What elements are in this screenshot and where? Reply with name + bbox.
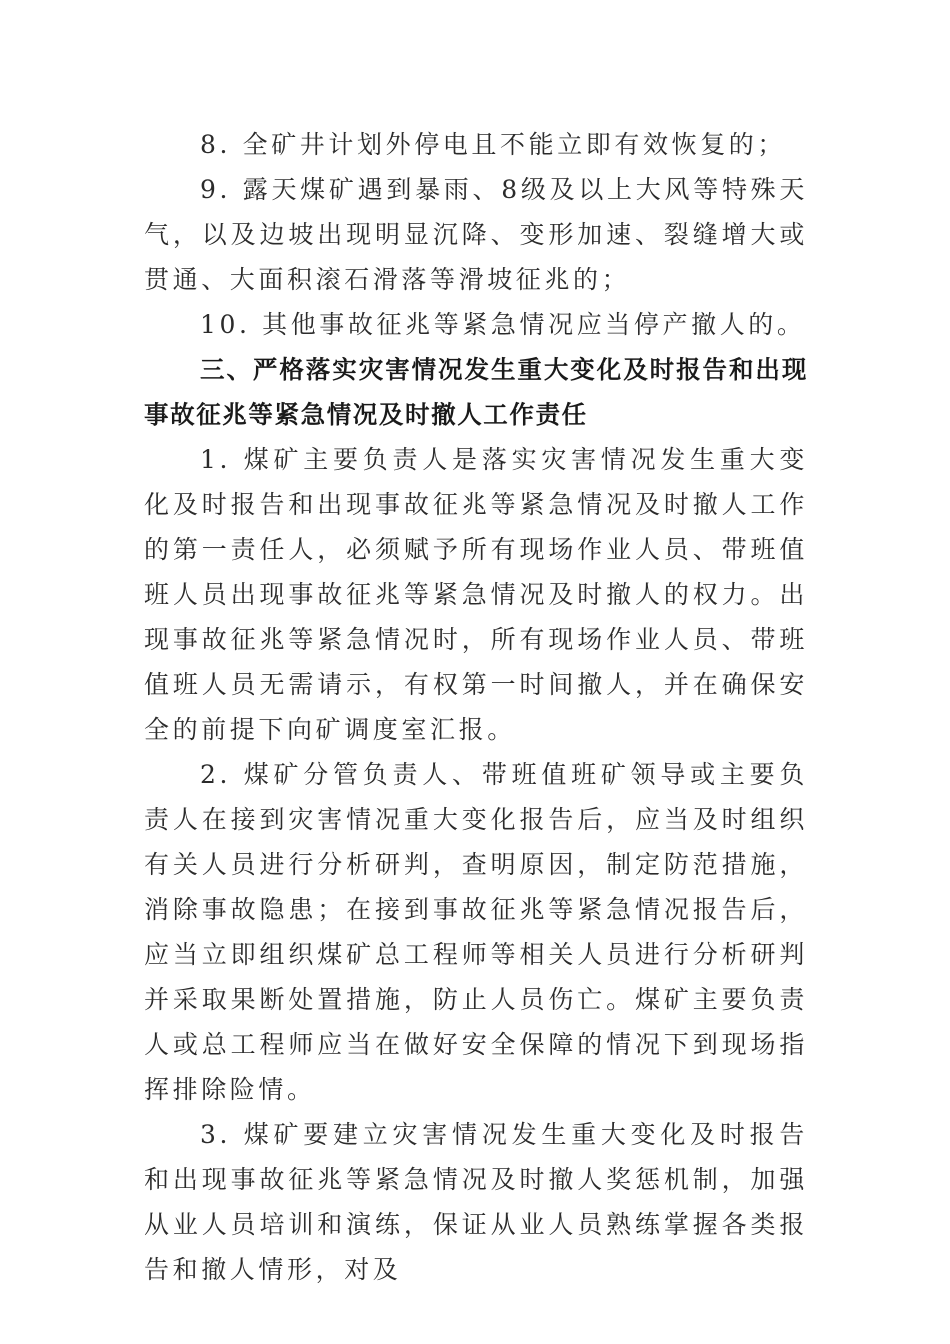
document-body	[144, 122, 808, 1292]
list-item-1: 1. 煤矿主要负责人是落实灾害情况发生重大变化及时报告和出现事故征兆等紧急情况及时撤人工作的第一责任人，必须赋予所有现场作业人员、带班值班人员出现事故征兆等紧急情况及时撤人的权力。出现事故征兆等紧急情况时，所有现场作业人员、带班值班人员无需请示，有权第一时间撤人，并在确保安全的前提下向矿调度室汇报。	[144, 445, 808, 744]
section-heading-3: 三、严格落实灾害情况发生重大变化及时报告和出现事故征兆等紧急情况及时撤人工作责任	[144, 355, 808, 429]
list-item-3: 3. 煤矿要建立灾害情况发生重大变化及时报告和出现事故征兆等紧急情况及时撤人奖惩机制，加强从业人员培训和演练，保证从业人员熟练掌握各类报告和撤人情形，对及	[144, 1120, 808, 1284]
list-item-9: 9. 露天煤矿遇到暴雨、8级及以上大风等特殊天气，以及边坡出现明显沉降、变形加速、裂缝增大或贯通、大面积滚石滑落等滑坡征兆的；	[144, 175, 808, 294]
list-item-10: 10. 其他事故征兆等紧急情况应当停产撤人的。	[200, 310, 806, 339]
list-item-2: 2. 煤矿分管负责人、带班值班矿领导或主要负责人在接到灾害情况重大变化报告后，应当及时组织有关人员进行分析研判，查明原因，制定防范措施，消除事故隐患；在接到事故征兆等紧急情况报告后，应当立即组织煤矿总工程师等相关人员进行分析研判并采取果断处置措施，防止人员伤亡。煤矿主要负责人或总工程师应当在做好安全保障的情况下到现场指挥排除险情。	[144, 760, 808, 1104]
list-item-8: 8. 全矿井计划外停电且不能立即有效恢复的；	[200, 130, 787, 159]
